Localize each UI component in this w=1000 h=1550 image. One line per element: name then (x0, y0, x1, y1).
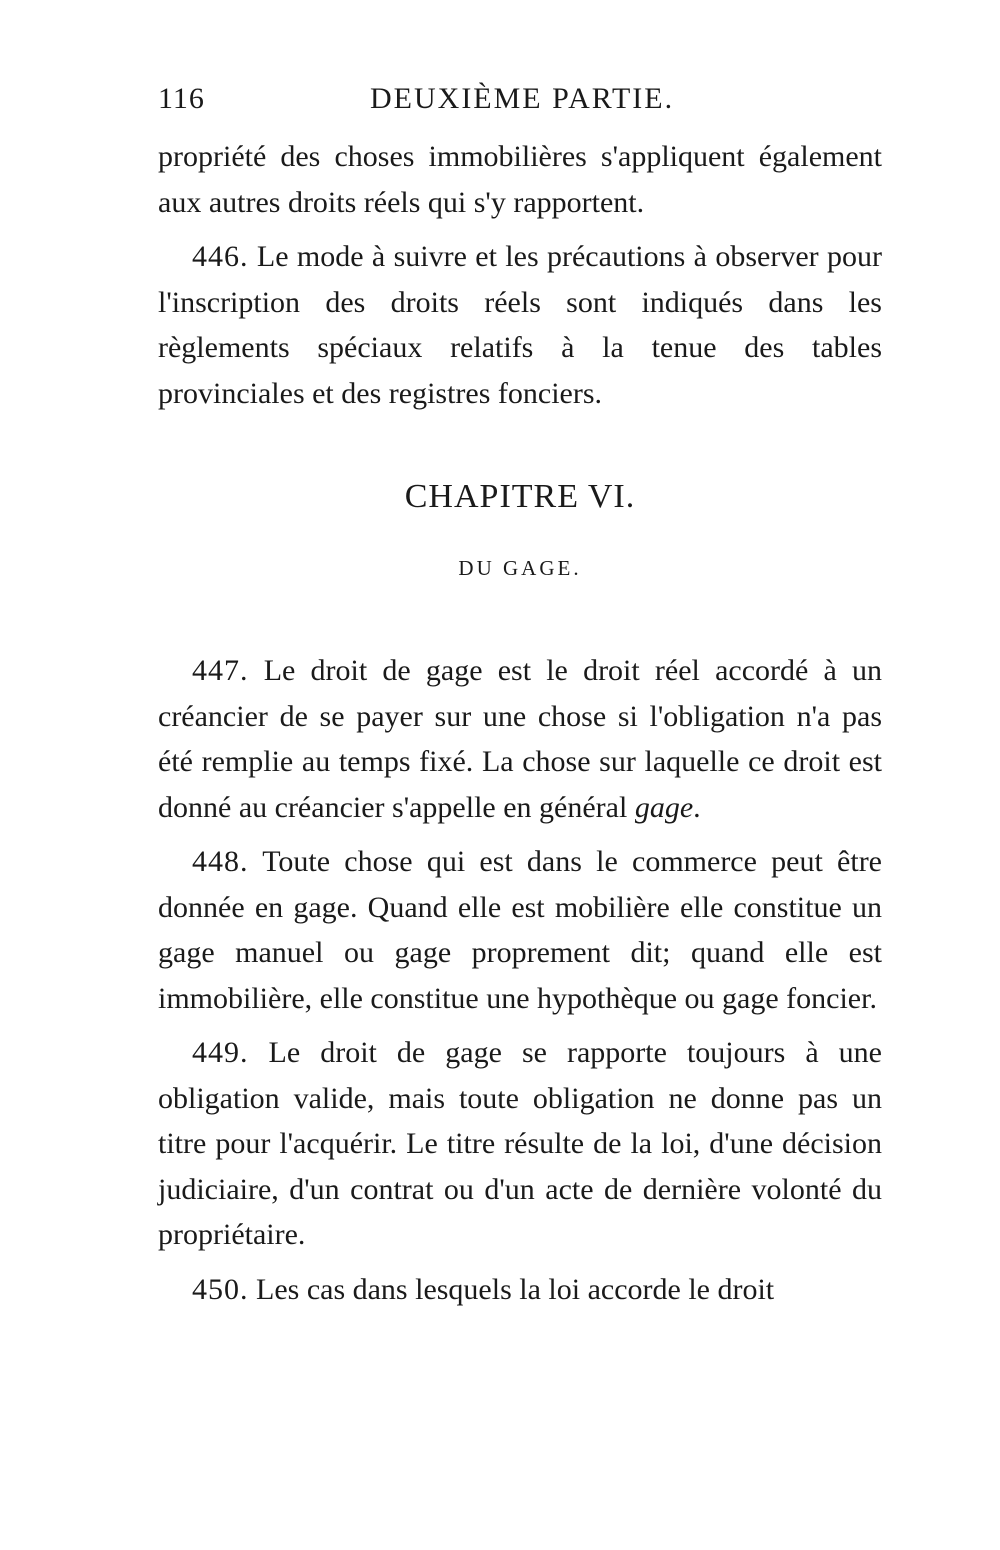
page-number: 116 (158, 82, 205, 115)
paragraph-446 (158, 234, 882, 416)
paragraph-450 (158, 1267, 882, 1313)
paragraph-end: . (693, 790, 701, 824)
paragraph-448 (158, 839, 882, 1021)
paragraph-number: 450. (192, 1272, 249, 1306)
paragraph-text: Le droit de gage est le droit réel accordé à un créancier de se payer sur une chose si l'obligation n'a pas été remplie au temps fixé. La chose sur laquelle ce droit est donné au créancier s'appelle en général (158, 654, 883, 824)
paragraph-number: 449. (192, 1036, 249, 1069)
top-text-block (158, 134, 882, 416)
part-title: DEUXIÈME PARTIE. (370, 82, 675, 115)
continuation-paragraph: propriété des choses immobilières s'appliquent également aux autres droits réels qui s'y rapportent. (158, 140, 882, 219)
paragraph-number: 447. (192, 654, 249, 687)
paragraph-449 (158, 1030, 882, 1258)
paragraph-text: Toute chose qui est dans le commerce peut être donnée en gage. Quand elle est mobilière elle constitue un gage manuel ou gage proprement dit; quand elle est immobilière, elle constitue une hypothèque ou gage foncier. (158, 845, 882, 1015)
paragraph-text: Le droit de gage se rapporte toujours à une obligation valide, mais toute obligation ne donne pas un titre pour l'acquérir. Le titre résulte de la loi, d'une décision judiciaire, d'un contrat ou d'un acte de dernière volonté du propriétaire. (158, 1036, 883, 1251)
chapter-text-block (158, 648, 882, 1312)
paragraph-447 (158, 648, 882, 830)
italic-term: gage (634, 790, 694, 824)
running-head (158, 82, 858, 122)
chapter-heading: CHAPITRE VI. (404, 478, 636, 515)
paragraph-text: Les cas dans lesquels la loi accorde le droit (256, 1272, 775, 1306)
paragraph-number: 448. (192, 845, 249, 878)
paragraph-text: Le mode à suivre et les précautions à observer pour l'inscription des droits réels sont indiqués dans les règlements spéciaux relatifs à la tenue des tables provinciales et des registres fonciers. (158, 240, 882, 410)
chapter-subheading: DU GAGE. (458, 556, 582, 580)
paragraph-number: 446. (192, 240, 249, 273)
